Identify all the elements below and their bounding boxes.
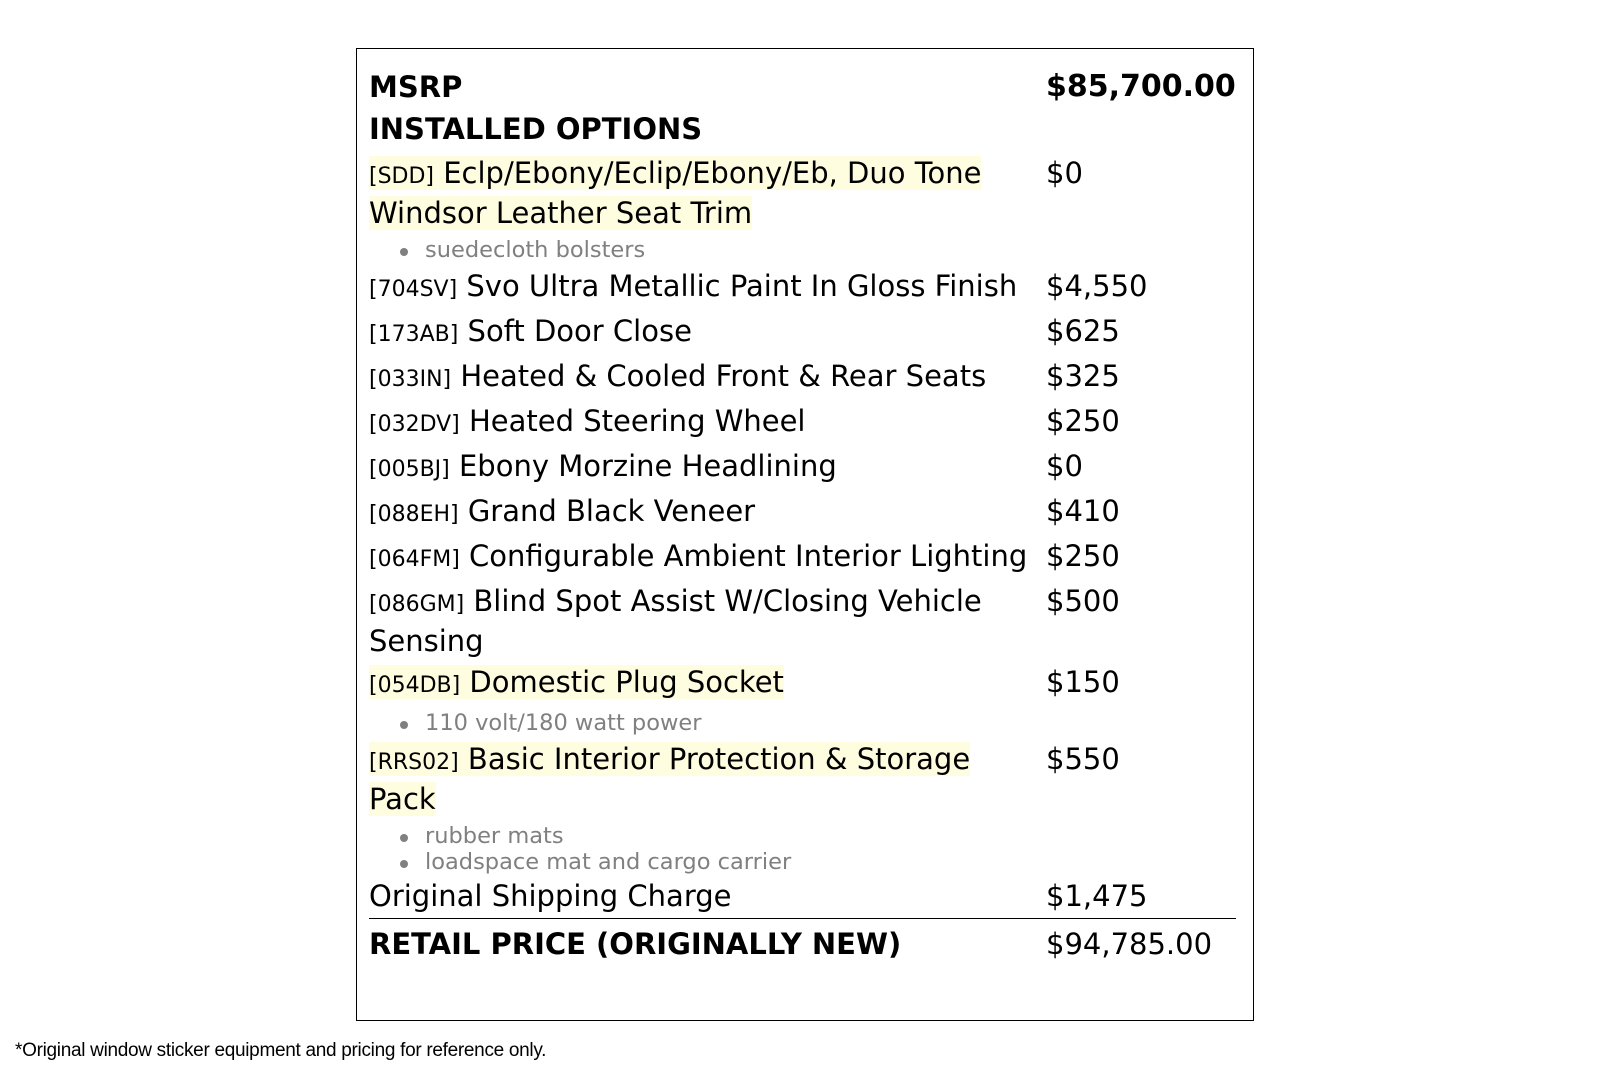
option-row: [369, 358, 1236, 398]
msrp-value: $85,700.00: [1046, 69, 1236, 104]
option-name: Grand Black Veneer: [467, 494, 756, 528]
shipping-row: [369, 878, 1236, 914]
option-code: [033IN]: [369, 367, 452, 392]
option-price: $550: [1046, 742, 1120, 776]
option-description: [369, 155, 1046, 231]
msrp-row: [369, 66, 1236, 108]
option-price: $625: [1046, 314, 1120, 348]
option-note: [397, 849, 1236, 875]
option-text: [369, 584, 982, 658]
option-note-text: rubber mats: [425, 823, 564, 849]
option-description: [369, 403, 1046, 443]
option-price: $410: [1046, 494, 1120, 528]
option-code: [005BJ]: [369, 457, 450, 482]
option-notes: [369, 710, 1236, 736]
option-description: [369, 664, 1046, 704]
option-text: [369, 404, 806, 438]
bullet-dot-icon: [400, 860, 408, 868]
option-row: [369, 268, 1236, 308]
option-row: [369, 313, 1236, 353]
total-label: RETAIL PRICE (ORIGINALLY NEW): [369, 927, 902, 961]
option-price: $325: [1046, 359, 1120, 393]
option-description: [369, 358, 1046, 398]
option-description: [369, 448, 1046, 488]
option-text: [369, 494, 755, 528]
option-name: Domestic Plug Socket: [469, 665, 784, 699]
bullet-dot-icon: [400, 834, 408, 842]
option-description: [369, 313, 1046, 353]
total-row: [369, 923, 1236, 965]
options-list: [369, 155, 1236, 875]
option-name: Eclp/Ebony/Eclip/Ebony/Eb, Duo Tone Windsor Leather Seat Trim: [369, 156, 982, 230]
option-note-text: loadspace mat and cargo carrier: [425, 849, 792, 875]
option-price: $150: [1046, 665, 1120, 699]
option-text: [369, 665, 784, 699]
bullet-dot-icon: [400, 721, 408, 729]
option-name: Heated & Cooled Front & Rear Seats: [460, 359, 987, 393]
option-note-text: 110 volt/180 watt power: [425, 710, 702, 736]
option-note: [397, 710, 1236, 736]
option-name: Heated Steering Wheel: [468, 404, 806, 438]
option-row: [369, 403, 1236, 443]
option-code: [086GM]: [369, 592, 465, 617]
option-row: [369, 664, 1236, 704]
option-price: $250: [1046, 404, 1120, 438]
option-name: Basic Interior Protection & Storage Pack: [369, 742, 971, 816]
option-text: [369, 156, 981, 230]
option-code: [064FM]: [369, 547, 460, 572]
bullet-dot-icon: [400, 248, 408, 256]
option-text: [369, 539, 1027, 573]
option-text: [369, 359, 986, 393]
option-code: [SDD]: [369, 164, 435, 189]
option-description: [369, 583, 1046, 659]
option-code: [RRS02]: [369, 750, 459, 775]
option-text: [369, 742, 970, 816]
window-sticker: [356, 48, 1254, 1021]
option-row: [369, 538, 1236, 578]
option-description: [369, 268, 1046, 308]
footnote: *Original window sticker equipment and pricing for reference only.: [15, 1040, 547, 1061]
option-price: $0: [1046, 156, 1083, 190]
option-text: [369, 269, 1017, 303]
option-code: [054DB]: [369, 673, 461, 698]
total-divider: [369, 918, 1236, 919]
option-price: $500: [1046, 584, 1120, 618]
msrp-label: MSRP: [369, 70, 463, 104]
option-note: [397, 823, 1236, 849]
shipping-value: $1,475: [1046, 879, 1148, 913]
installed-options-title: INSTALLED OPTIONS: [369, 112, 703, 146]
total-value: $94,785.00: [1046, 927, 1213, 961]
option-note: [397, 237, 1236, 263]
option-text: [369, 449, 837, 483]
option-code: [032DV]: [369, 412, 460, 437]
option-name: Blind Spot Assist W/Closing Vehicle Sensing: [369, 584, 982, 658]
option-row: [369, 583, 1236, 659]
option-name: Soft Door Close: [467, 314, 692, 348]
option-price: $4,550: [1046, 269, 1148, 303]
option-price: $0: [1046, 449, 1083, 483]
option-row: [369, 448, 1236, 488]
option-notes: [369, 823, 1236, 875]
shipping-label: Original Shipping Charge: [369, 879, 732, 913]
option-description: [369, 493, 1046, 533]
option-description: [369, 741, 1046, 817]
option-name: Svo Ultra Metallic Paint In Gloss Finish: [466, 269, 1018, 303]
option-row: [369, 493, 1236, 533]
option-price: $250: [1046, 539, 1120, 573]
option-name: Ebony Morzine Headlining: [458, 449, 837, 483]
option-code: [173AB]: [369, 322, 459, 347]
option-note-text: suedecloth bolsters: [425, 237, 646, 263]
option-code: [088EH]: [369, 502, 459, 527]
option-name: Configurable Ambient Interior Lighting: [469, 539, 1028, 573]
option-code: [704SV]: [369, 277, 458, 302]
option-notes: [369, 237, 1236, 263]
option-text: [369, 314, 692, 348]
option-row: [369, 741, 1236, 817]
option-description: [369, 538, 1046, 578]
option-row: [369, 155, 1236, 231]
